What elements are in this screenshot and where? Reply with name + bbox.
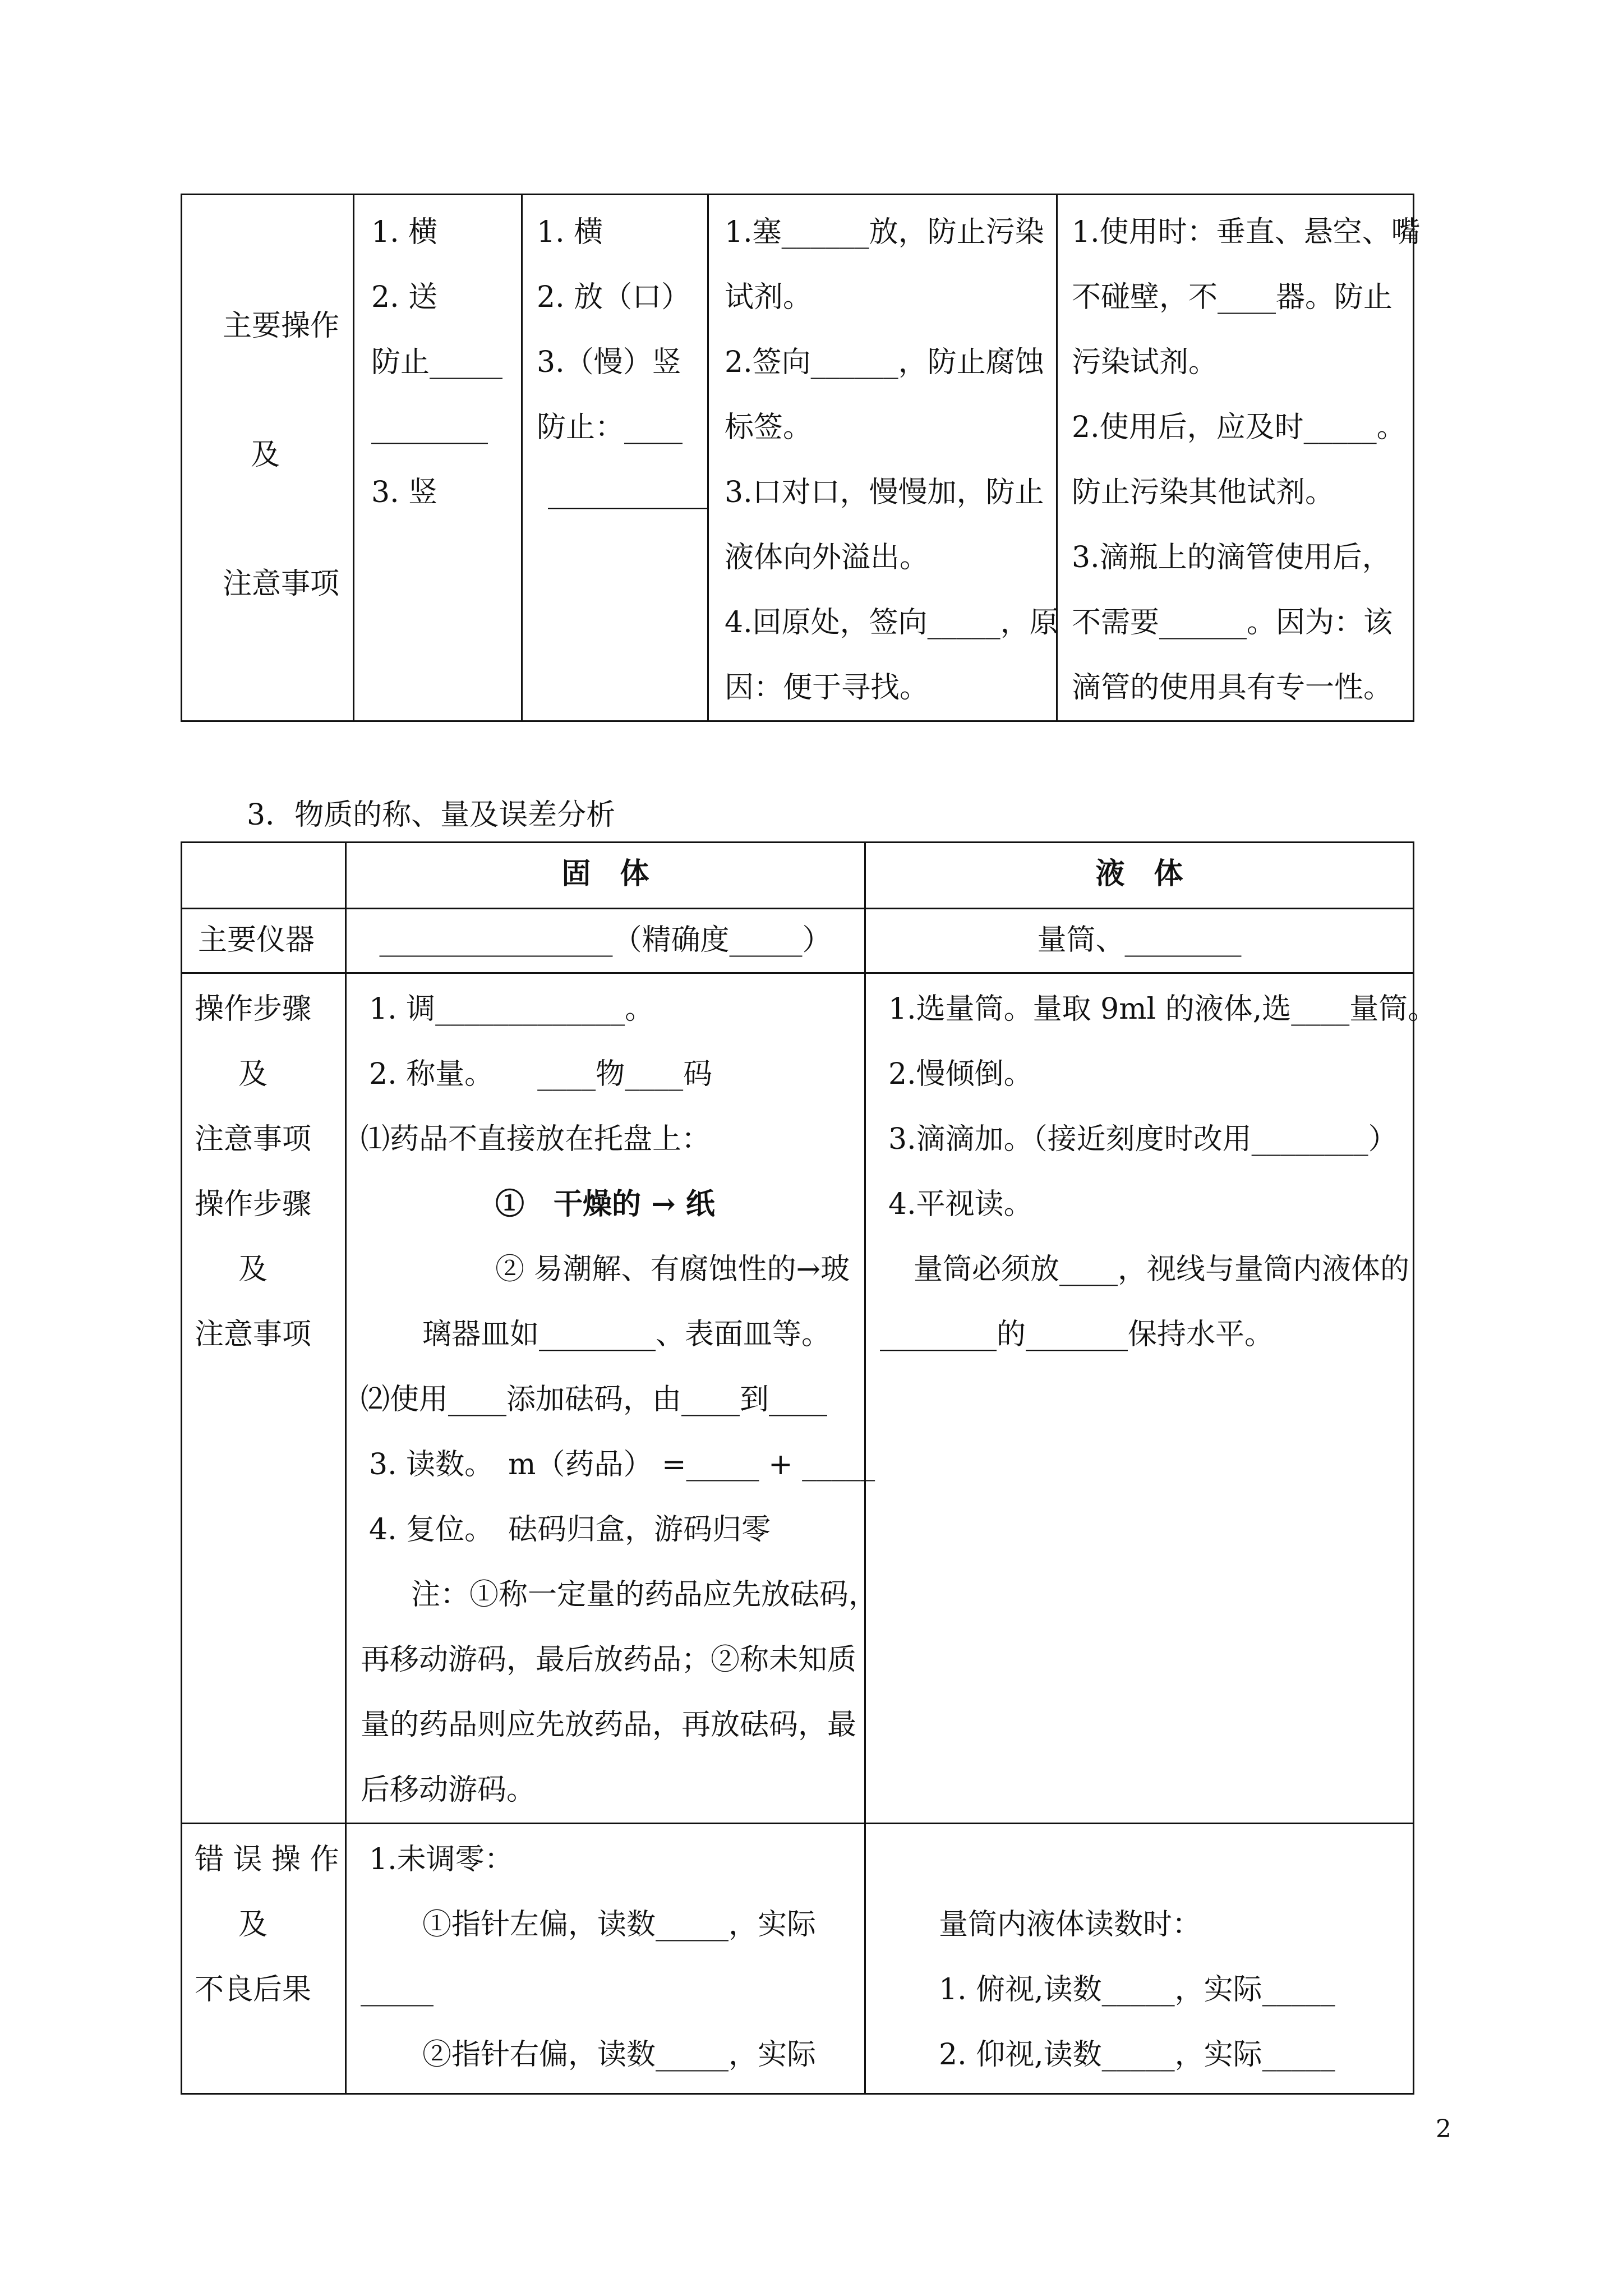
text-line: 再移动游码，最后放药品；②称未知质: [361, 1643, 857, 1677]
text-line: 2.慢倾倒。: [888, 1057, 1033, 1091]
text-line: 4.回原处，签向_____，原: [725, 606, 1059, 639]
label-line: 注意事项: [195, 1122, 312, 1156]
label-line: 及: [238, 1908, 268, 1941]
text-line: 3.滴瓶上的滴管使用后，: [1072, 541, 1391, 574]
text-line: ① 干燥的 → 纸: [495, 1187, 715, 1221]
instrument-liquid: 量筒、________: [865, 909, 1414, 973]
text-line: ①指针左偏，读数_____，实际: [422, 1908, 817, 1941]
text-line: 1. 横: [371, 215, 438, 249]
text-line: 液体向外溢出。: [725, 541, 929, 574]
text-line: 1.未调零：: [369, 1843, 514, 1876]
text-line: 2.签向______，防止腐蚀: [725, 346, 1044, 379]
text-line: ___________: [548, 476, 708, 509]
errors-solid: [346, 1824, 865, 2094]
steps-solid: [346, 973, 878, 1824]
text-line: 1.使用时：垂直、悬空、嘴: [1072, 215, 1421, 249]
text-line: 2. 放（口）: [537, 280, 691, 314]
label-line: 操作步骤: [195, 992, 312, 1026]
label-line: 不良后果: [195, 1973, 312, 2007]
row-label-cell: [182, 973, 346, 1824]
steps-liquid: [865, 973, 1437, 1824]
text-line: 试剂。: [725, 280, 813, 314]
text-line: ⑵使用____添加砝码，由____到____: [361, 1383, 828, 1416]
row-label-cell: [182, 195, 354, 721]
section-title: 3．物质的称、量及误差分析: [247, 798, 616, 832]
page-number: 2: [1436, 2115, 1451, 2143]
text-line: 标签。: [725, 411, 813, 444]
text-line: 后移动游码。: [361, 1773, 536, 1807]
header-solid: 固 体: [346, 843, 865, 909]
text-line: 因：便于寻找。: [725, 671, 929, 705]
text-line: 1. 调_____________。: [369, 992, 654, 1026]
corner-cell: [182, 843, 346, 909]
text-line: ②指针右偏，读数_____，实际: [422, 2038, 817, 2072]
text-line: ② 易潮解、有腐蚀性的→玻: [495, 1253, 850, 1286]
col5-cell: [1057, 195, 1421, 721]
label-line: 错 误 操 作: [195, 1843, 339, 1876]
text-line: 2. 称量。 ____物____码: [369, 1057, 713, 1091]
text-line: 不需要______。因为：该: [1072, 606, 1393, 639]
row-label-cell: 主要仪器: [182, 909, 346, 973]
text-line: 4. 复位。 砝码归盒，游码归零: [369, 1513, 771, 1547]
text-line: 防止污染其他试剂。: [1072, 476, 1335, 509]
text-line: ⑴药品不直接放在托盘上：: [361, 1122, 711, 1156]
label-line: 注意事项: [195, 1318, 312, 1351]
text-line: 1.塞______放，防止污染: [725, 215, 1044, 249]
text-line: 3.口对口，慢慢加，防止: [725, 476, 1044, 509]
text-line: 3. 竖: [371, 476, 438, 509]
label-line: 操作步骤: [195, 1188, 312, 1221]
errors-liquid: [865, 1824, 1414, 2094]
text-line: 3.（慢）竖: [537, 346, 681, 379]
text-line: 2. 送: [371, 280, 438, 314]
label-line: 及: [238, 1253, 268, 1286]
text-line: 滴管的使用具有专一性。: [1072, 671, 1393, 705]
text-line: 注：①称一定量的药品应先放砝码，: [411, 1578, 878, 1612]
text-line: 污染试剂。: [1072, 346, 1218, 379]
text-line: 2. 仰视,读数_____，实际_____: [939, 2038, 1335, 2072]
text-line: 1.选量筒。量取 9ml 的液体,选____量筒。: [888, 992, 1437, 1026]
text-line: 3. 读数。 m（药品） =_____ + _____: [369, 1448, 875, 1481]
col3-cell: [522, 195, 708, 721]
label-line: 注意事项: [223, 567, 340, 601]
text-line: ________: [371, 411, 488, 444]
label-line: 主要操作: [223, 309, 340, 343]
text-line: 不碰壁，不____器。防止: [1072, 280, 1393, 314]
label-line: 及: [238, 1057, 268, 1091]
row-label-cell: [182, 1824, 346, 2094]
col2-cell: [354, 195, 522, 721]
text-line: 3.滴滴加。（接近刻度时改用________）: [888, 1122, 1398, 1156]
text-line: 4.平视读。: [888, 1188, 1033, 1221]
text-line: 量筒必须放____，视线与量筒内液体的: [914, 1253, 1410, 1286]
text-line: ________的_______保持水平。: [880, 1318, 1274, 1351]
text-line: 防止：____: [537, 411, 683, 444]
text-line: 防止_____: [371, 346, 503, 379]
weighing-table: [181, 841, 1437, 2095]
operations-table: [181, 194, 1421, 722]
text-line: 璃器皿如________、表面皿等。: [422, 1318, 831, 1351]
col4-cell: [708, 195, 1057, 721]
text-line: 量筒内液体读数时：: [939, 1908, 1202, 1941]
text-line: 1. 俯视,读数_____，实际_____: [939, 1973, 1335, 2007]
text-line: _____: [361, 1973, 434, 2007]
text-line: 2.使用后，应及时_____。: [1072, 411, 1406, 444]
instrument-solid: ________________（精确度_____）: [346, 909, 865, 973]
label-line: 及: [251, 438, 280, 472]
header-liquid: 液 体: [865, 843, 1414, 909]
text-line: 量的药品则应先放药品，再放砝码，最: [361, 1708, 857, 1742]
text-line: 1. 横: [537, 215, 603, 249]
